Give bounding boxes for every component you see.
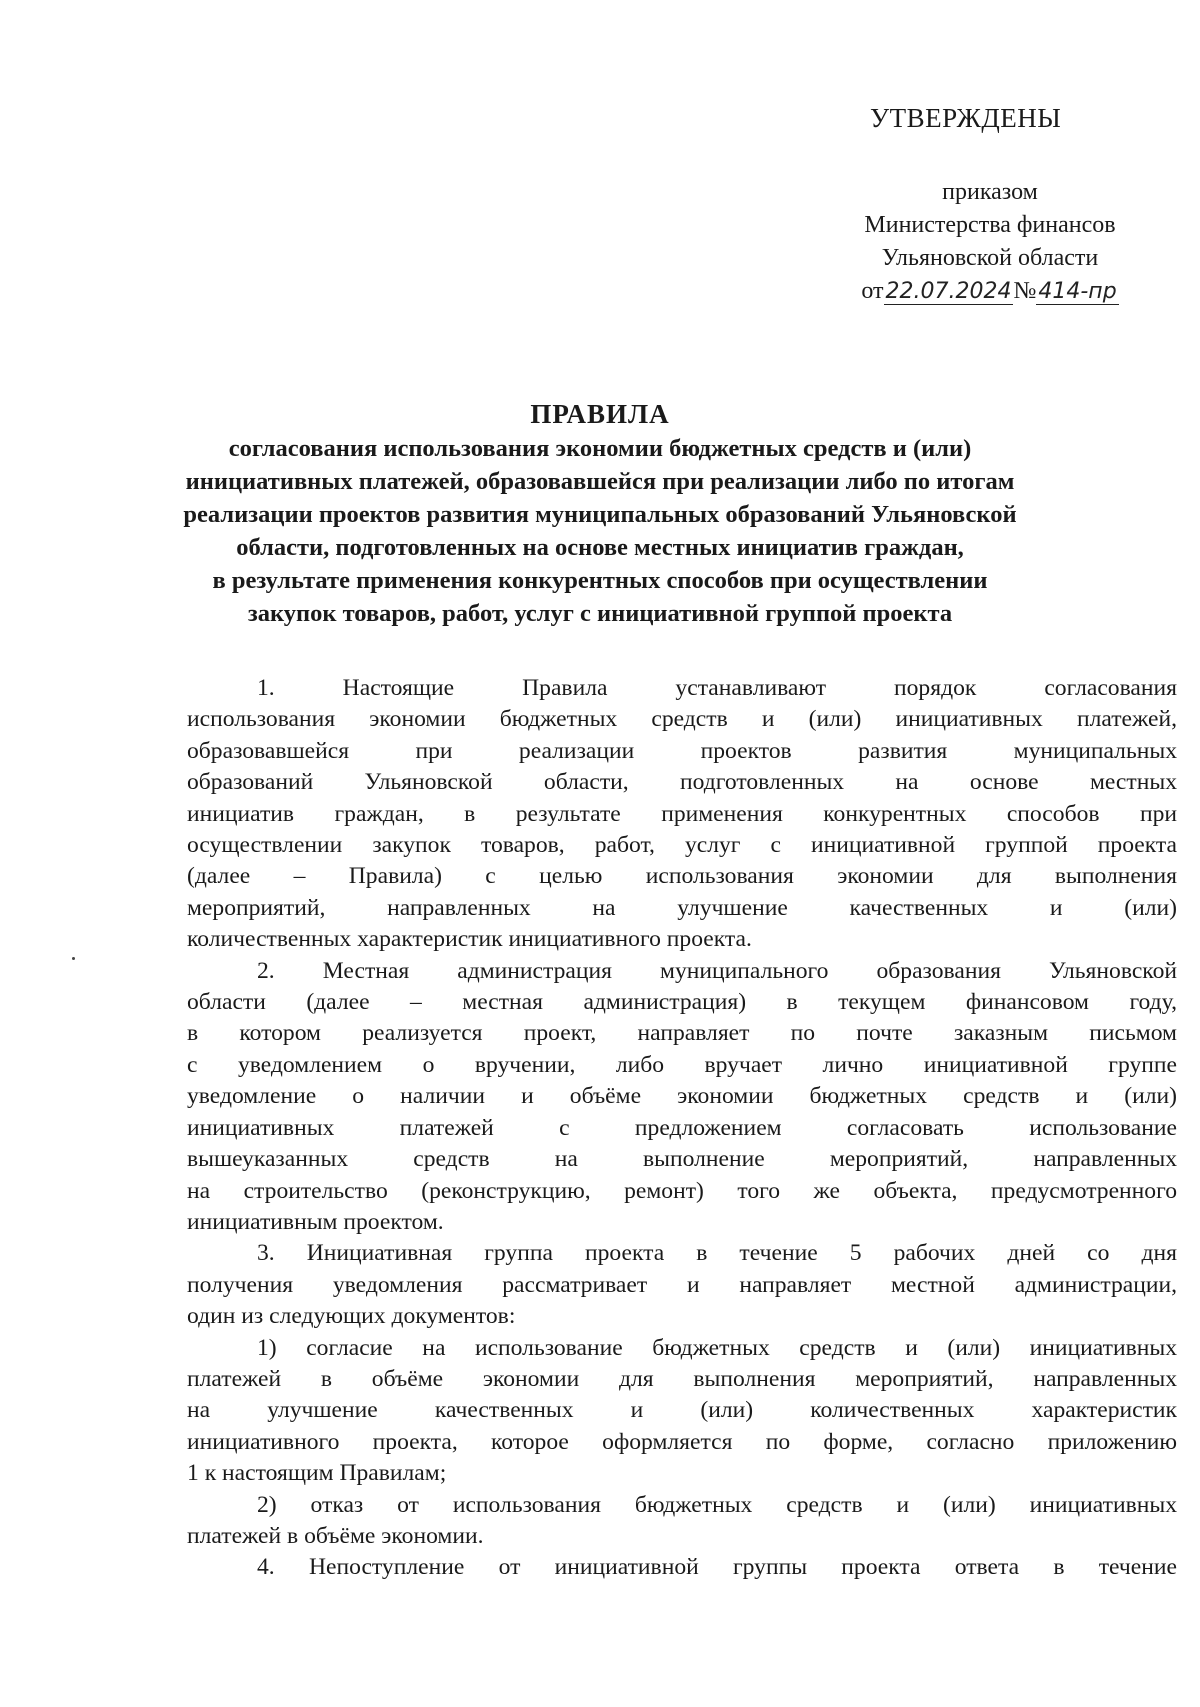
text-line: 1) согласие на использование бюджетных средств и (или) инициативных	[257, 1334, 1177, 1361]
text-line: 3. Инициативная группа проекта в течение 5 рабочих дней со дня	[257, 1240, 1177, 1267]
title-main: ПРАВИЛА	[530, 399, 670, 429]
text-line: инициативным проектом.	[187, 1208, 444, 1235]
text-line: инициатив граждан, в результате применения конкурентных способов при	[187, 800, 1177, 827]
text-line: инициативных платежей с предложением согласовать использование	[187, 1114, 1177, 1141]
title-line: согласования использования экономии бюджетных средств и (или)	[228, 435, 972, 462]
text-line: образований Ульяновской области, подготовленных на основе местных	[187, 769, 1177, 796]
order-number-handwritten: 414-пр	[1038, 279, 1117, 304]
text-line: 1. Настоящие Правила устанавливают порядок согласования	[257, 675, 1177, 701]
text-line: образовавшейся при реализации проектов развития муниципальных	[187, 737, 1177, 764]
title-line: области, подготовленных на основе местных инициатив граждан,	[236, 534, 964, 561]
title-line: закупок товаров, работ, услуг с инициативной группой проекта	[247, 600, 953, 627]
order-number-label: №	[1013, 278, 1037, 304]
text-line: получения уведомления рассматривает и направляет местной администрации,	[187, 1271, 1177, 1298]
text-line: осуществлении закупок товаров, работ, услуг с инициативной группой проекта	[187, 832, 1177, 859]
paragraph-2	[187, 956, 1177, 1239]
text-line: с уведомлением о вручении, либо вручает лично инициативной группе	[187, 1051, 1177, 1078]
approved-heading: УТВЕРЖДЕНЫ	[870, 103, 1062, 133]
order-line-4	[780, 275, 1200, 308]
text-line: вышеуказанных средств на выполнение мероприятий, направленных	[187, 1146, 1177, 1173]
text-line: на улучшение качественных и (или) количественных характеристик	[187, 1397, 1177, 1424]
document-title	[150, 398, 1050, 630]
document-body	[187, 673, 1177, 1584]
text-line: использования экономии бюджетных средств и (или) инициативных платежей,	[187, 706, 1177, 733]
scan-speck	[72, 957, 75, 960]
text-line: мероприятий, направленных на улучшение качественных и (или)	[187, 894, 1177, 921]
text-line: 1 к настоящим Правилам;	[187, 1460, 447, 1487]
paragraph-3-item-2	[187, 1490, 1177, 1553]
order-reference	[780, 176, 1200, 308]
text-line: платежей в объёме экономии.	[187, 1522, 484, 1549]
text-line: 4. Непоступление от инициативной группы проекта ответа в течение	[257, 1554, 1177, 1581]
paragraph-1	[187, 673, 1177, 956]
paragraph-3-item-1	[187, 1333, 1177, 1490]
text-line: количественных характеристик инициативного проекта.	[187, 926, 752, 953]
text-line: один из следующих документов:	[187, 1303, 516, 1330]
order-line-2: Министерства финансов	[864, 212, 1116, 238]
order-date-handwritten: 22.07.2024	[885, 279, 1012, 304]
text-line: уведомление о наличии и объёме экономии бюджетных средств и (или)	[187, 1083, 1177, 1110]
order-line-1: приказом	[942, 179, 1038, 205]
text-line: на строительство (реконструкцию, ремонт) того же объекта, предусмотренного	[187, 1177, 1177, 1204]
order-line-3: Ульяновской области	[881, 245, 1099, 271]
paragraph-3	[187, 1238, 1177, 1332]
text-line: инициативного проекта, которое оформляется по форме, согласно приложению	[187, 1428, 1177, 1455]
text-line: 2) отказ от использования бюджетных средств и (или) инициативных	[257, 1491, 1177, 1518]
order-prefix: от	[861, 278, 884, 304]
paragraph-4	[187, 1552, 1177, 1583]
text-line: в котором реализуется проект, направляет по почте заказным письмом	[187, 1020, 1177, 1047]
title-line: в результате применения конкурентных способов при осуществлении	[212, 567, 988, 594]
title-line: инициативных платежей, образовавшейся при реализации либо по итогам	[185, 468, 1015, 495]
text-line: области (далее – местная администрация) в текущем финансовом году,	[187, 989, 1177, 1016]
text-line: платежей в объёме экономии для выполнения мероприятий, направленных	[187, 1365, 1177, 1392]
text-line: 2. Местная администрация муниципального образования Ульяновской	[257, 957, 1177, 984]
title-line: реализации проектов развития муниципальных образований Ульяновской	[183, 501, 1017, 528]
text-line: (далее – Правила) с целью использования экономии для выполнения	[187, 863, 1177, 890]
